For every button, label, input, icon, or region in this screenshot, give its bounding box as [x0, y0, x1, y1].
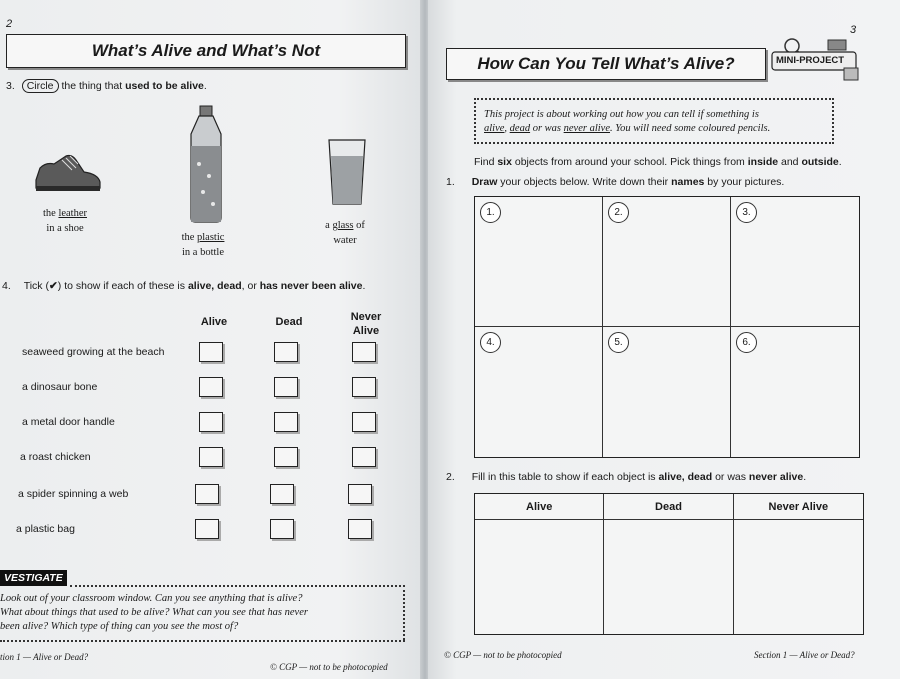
q4-text: . — [362, 280, 366, 292]
tick-glyph: ✔ — [48, 280, 58, 292]
caption-key-word: glass — [332, 220, 354, 231]
tick-box-dead[interactable] — [270, 484, 294, 504]
tick-box-dead[interactable] — [274, 342, 298, 362]
q4-bold: has never been alive — [259, 280, 363, 292]
q4-text: , or — [241, 280, 260, 292]
caption-line2: in a shoe — [46, 223, 84, 234]
drawing-cell[interactable] — [475, 327, 603, 457]
question-1 — [446, 176, 784, 188]
caption-bottle — [168, 230, 238, 260]
cell-number: 2. — [608, 202, 629, 223]
mini-project-badge — [764, 36, 864, 82]
caption-glass — [310, 218, 380, 248]
question-number: 2. — [446, 471, 455, 483]
q1-bold: names — [671, 176, 705, 188]
question-3 — [6, 80, 207, 92]
q2-bold: alive, dead — [658, 471, 713, 483]
q4-text: ) to show if each of these is — [57, 280, 188, 292]
intro-text-part: . You will need some coloured pencils. — [610, 123, 771, 134]
circle-word: Circle — [22, 79, 59, 93]
investigate-line: been alive? Which type of thing can you see the most of? — [0, 621, 239, 632]
tick-box-dead[interactable] — [270, 519, 294, 539]
caption-line2: in a bottle — [182, 247, 224, 258]
tick-box-alive[interactable] — [199, 377, 223, 397]
tick-box-never-alive[interactable] — [352, 412, 376, 432]
intro-underlined: dead — [509, 123, 531, 134]
find-bold: six — [497, 156, 512, 168]
intro-underlined: alive — [484, 123, 505, 134]
tick-box-alive[interactable] — [199, 447, 223, 467]
q3-text: the thing that — [58, 80, 126, 92]
column-header-dead: Dead — [275, 316, 303, 328]
table-cell-dead[interactable] — [604, 520, 733, 634]
caption-key-word: leather — [58, 208, 87, 219]
tick-box-never-alive[interactable] — [352, 342, 376, 362]
cell-number: 4. — [480, 332, 501, 353]
caption-shoe — [28, 206, 102, 236]
drawing-cell[interactable] — [603, 327, 731, 457]
page-title-text: What’s Alive and What’s Not — [91, 41, 321, 60]
tick-box-dead[interactable] — [274, 377, 298, 397]
find-text: . — [838, 156, 842, 168]
investigate-top-border — [70, 585, 405, 587]
find-text: and — [778, 156, 802, 168]
caption-line2: water — [333, 235, 357, 246]
investigate-line: What about things that used to be alive? What can you see that has never — [0, 607, 308, 618]
table-header-dead: Dead — [604, 494, 733, 520]
footer-section: Section 1 — Alive or Dead? — [754, 650, 855, 660]
find-bold: inside — [747, 156, 779, 168]
page-title-text: How Can You Tell What’s Alive? — [477, 54, 735, 73]
cell-number: 5. — [608, 332, 629, 353]
tick-row-label: a roast chicken — [20, 451, 91, 463]
caption-text: a — [325, 220, 333, 231]
q4-bold: alive, dead — [187, 280, 242, 292]
tick-box-alive[interactable] — [195, 484, 219, 504]
page-title — [6, 34, 406, 68]
find-bold: outside — [801, 156, 839, 168]
table-header-alive: Alive — [475, 494, 604, 520]
table-cell-never-alive[interactable] — [734, 520, 863, 634]
tick-box-never-alive[interactable] — [352, 377, 376, 397]
q1-bold: Draw — [471, 176, 498, 188]
mini-project-label: MINI-PROJECT — [776, 55, 845, 66]
question-2 — [446, 471, 806, 483]
question-number: 1. — [446, 176, 455, 188]
tick-box-dead[interactable] — [274, 412, 298, 432]
tick-box-alive[interactable] — [199, 412, 223, 432]
q2-bold: never alive — [748, 471, 804, 483]
tick-row-label: a metal door handle — [22, 416, 115, 428]
drawing-cell[interactable] — [731, 197, 859, 327]
find-text: Find — [474, 156, 498, 168]
q1-text: by your pictures. — [704, 176, 785, 188]
q3-end: . — [203, 80, 207, 92]
investigate-side-border — [403, 585, 405, 640]
column-header-alive: Alive — [200, 316, 228, 328]
q2-text: . — [803, 471, 807, 483]
tick-box-dead[interactable] — [274, 447, 298, 467]
tick-row-label: a spider spinning a web — [18, 488, 129, 500]
page-number: 2 — [6, 18, 13, 30]
cell-number: 3. — [736, 202, 757, 223]
classification-table — [474, 493, 864, 635]
right-page — [428, 0, 900, 679]
page-number: 3 — [850, 24, 857, 36]
footer-section: tion 1 — Alive or Dead? — [0, 652, 89, 662]
caption-text: the — [42, 208, 59, 219]
tick-row-label: a dinosaur bone — [22, 381, 98, 393]
drawing-cell[interactable] — [731, 327, 859, 457]
tick-box-alive[interactable] — [195, 519, 219, 539]
shoe-icon — [32, 150, 104, 196]
drawing-cell[interactable] — [603, 197, 731, 327]
find-instruction — [474, 156, 842, 168]
page-title — [446, 48, 766, 80]
table-cell-alive[interactable] — [475, 520, 604, 634]
caption-text: the — [181, 232, 198, 243]
q2-text: or was — [712, 471, 749, 483]
cell-number: 6. — [736, 332, 757, 353]
drawing-grid — [474, 196, 860, 458]
tick-box-never-alive[interactable] — [348, 484, 372, 504]
column-header-never-alive: Never Alive — [350, 311, 382, 337]
intro-line: This project is about working out how you can tell if something is — [484, 109, 759, 120]
question-number: 3. — [6, 80, 15, 92]
q2-text: Fill in this table to show if each object is — [471, 471, 659, 483]
caption-text-post: of — [353, 220, 365, 231]
tick-row-label: a plastic bag — [16, 523, 75, 535]
q1-text: your objects below. Write down their — [497, 176, 672, 188]
footer-copyright: © CGP — not to be photocopied — [270, 662, 388, 672]
intro-text-part: or was — [530, 123, 564, 134]
drawing-cell[interactable] — [475, 197, 603, 327]
tick-row-label: seaweed growing at the beach — [22, 346, 165, 358]
footer-copyright: © CGP — not to be photocopied — [444, 650, 562, 660]
glass-icon — [327, 138, 367, 208]
tick-box-alive[interactable] — [199, 342, 223, 362]
find-text: objects from around your school. Pick things from — [511, 156, 748, 168]
intro-text-part: , — [504, 123, 510, 134]
left-page — [0, 0, 423, 679]
table-header-never-alive: Never Alive — [734, 494, 863, 520]
investigate-text — [0, 592, 400, 634]
q4-text: Tick ( — [23, 280, 49, 292]
tick-box-never-alive[interactable] — [352, 447, 376, 467]
intro-underlined: never alive — [563, 123, 610, 134]
cell-number: 1. — [480, 202, 501, 223]
question-number: 4. — [2, 280, 11, 292]
question-4 — [2, 280, 412, 292]
caption-key-word: plastic — [197, 232, 225, 243]
q3-bold: used to be alive — [125, 80, 204, 92]
investigate-tag: VESTIGATE — [0, 570, 67, 586]
investigate-line: Look out of your classroom window. Can you see anything that is alive? — [0, 593, 303, 604]
tick-box-never-alive[interactable] — [348, 519, 372, 539]
intro-text — [484, 108, 834, 136]
bottle-icon — [185, 104, 227, 224]
investigate-bottom-border — [0, 640, 405, 642]
